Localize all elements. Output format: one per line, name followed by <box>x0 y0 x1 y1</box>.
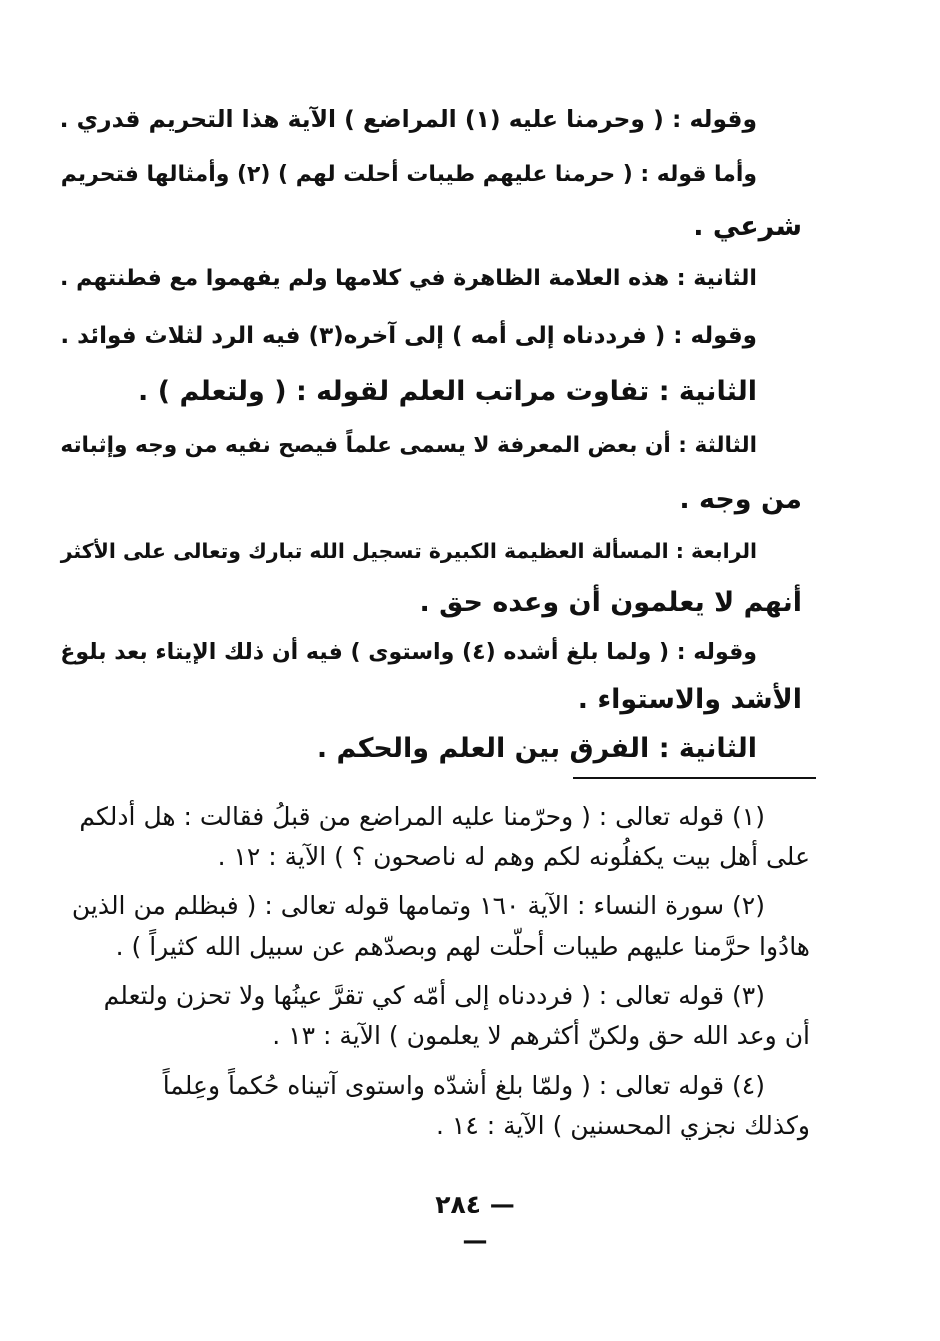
body-line-10: أنهم لا يعلمون أن وعده حق . <box>419 587 802 618</box>
footnote-line-3: (٢) سورة النساء : الآية ١٦٠ وتمامها قوله تعالى : ( فبظلم من الذين <box>71 891 765 920</box>
body-line-9: الرابعة : المسألة العظيمة الكبيرة تسجيل الله تبارك وتعالى على الأكثر <box>60 539 757 563</box>
page-number: — ٢٨٤ — <box>435 1190 515 1255</box>
body-line-6: الثانية : تفاوت مراتب العلم لقوله : ( ولتعلم ) . <box>138 376 757 407</box>
footnote-line-4: هادُوا حرَّمنا عليهم طيبات أحلّت لهم وبصدّهم عن سبيل الله كثيراً ) . <box>115 932 810 961</box>
footnote-separator <box>573 777 816 779</box>
body-line-8: من وجه . <box>679 484 802 515</box>
body-line-5: وقوله : ( فرددناه إلى أمه ) إلى آخره(٣) فيه الرد لثلاث فوائد . <box>60 323 757 349</box>
body-line-1: وقوله : ( وحرمنا عليه (١) المراضع ) الآية هذا التحريم قدري . <box>59 105 757 133</box>
body-line-2: وأما قوله : ( حرمنا عليهم طيبات أحلت لهم ) (٢) وأمثالها فتحريم <box>60 162 757 187</box>
footnote-line-2: على أهل بيت يكفلُونه لكم وهم له ناصحون ؟ ) الآية : ١٢ . <box>217 842 810 871</box>
footnote-line-5: (٣) قوله تعالى : ( فرددناه إلى أمّه كي تقرَّ عينُها ولا تحزن ولتعلم <box>103 981 765 1010</box>
footnote-line-1: (١) قوله تعالى : ( وحرّمنا عليه المراضع من قبلُ فقالت : هل أدلكم <box>79 802 765 831</box>
body-line-12: الأشد والاستواء . <box>577 684 802 715</box>
body-line-4: الثانية : هذه العلامة الظاهرة في كلامها ولم يفهموا مع فطنتهم . <box>60 266 757 291</box>
footnote-line-8: وكذلك نجزي المحسنين ) الآية : ١٤ . <box>435 1111 810 1140</box>
body-line-7: الثالثة : أن بعض المعرفة لا يسمى علماً فيصح نفيه من وجه وإثباته <box>60 433 757 458</box>
footnote-line-6: أن وعد الله حق ولكنّ أكثرهم لا يعلمون ) الآية : ١٣ . <box>272 1021 810 1050</box>
body-line-13: الثانية : الفرق بين العلم والحكم . <box>316 733 757 764</box>
body-line-11: وقوله : ( ولما بلغ أشده (٤) واستوى ) فيه أن ذلك الإيتاء بعد بلوغ <box>60 639 757 665</box>
footnote-line-7: (٤) قوله تعالى : ( ولمّا بلغ أشدّه واستوى آتيناه حُكماً وعِلماً <box>162 1071 765 1100</box>
body-line-3: شرعي . <box>693 211 802 242</box>
